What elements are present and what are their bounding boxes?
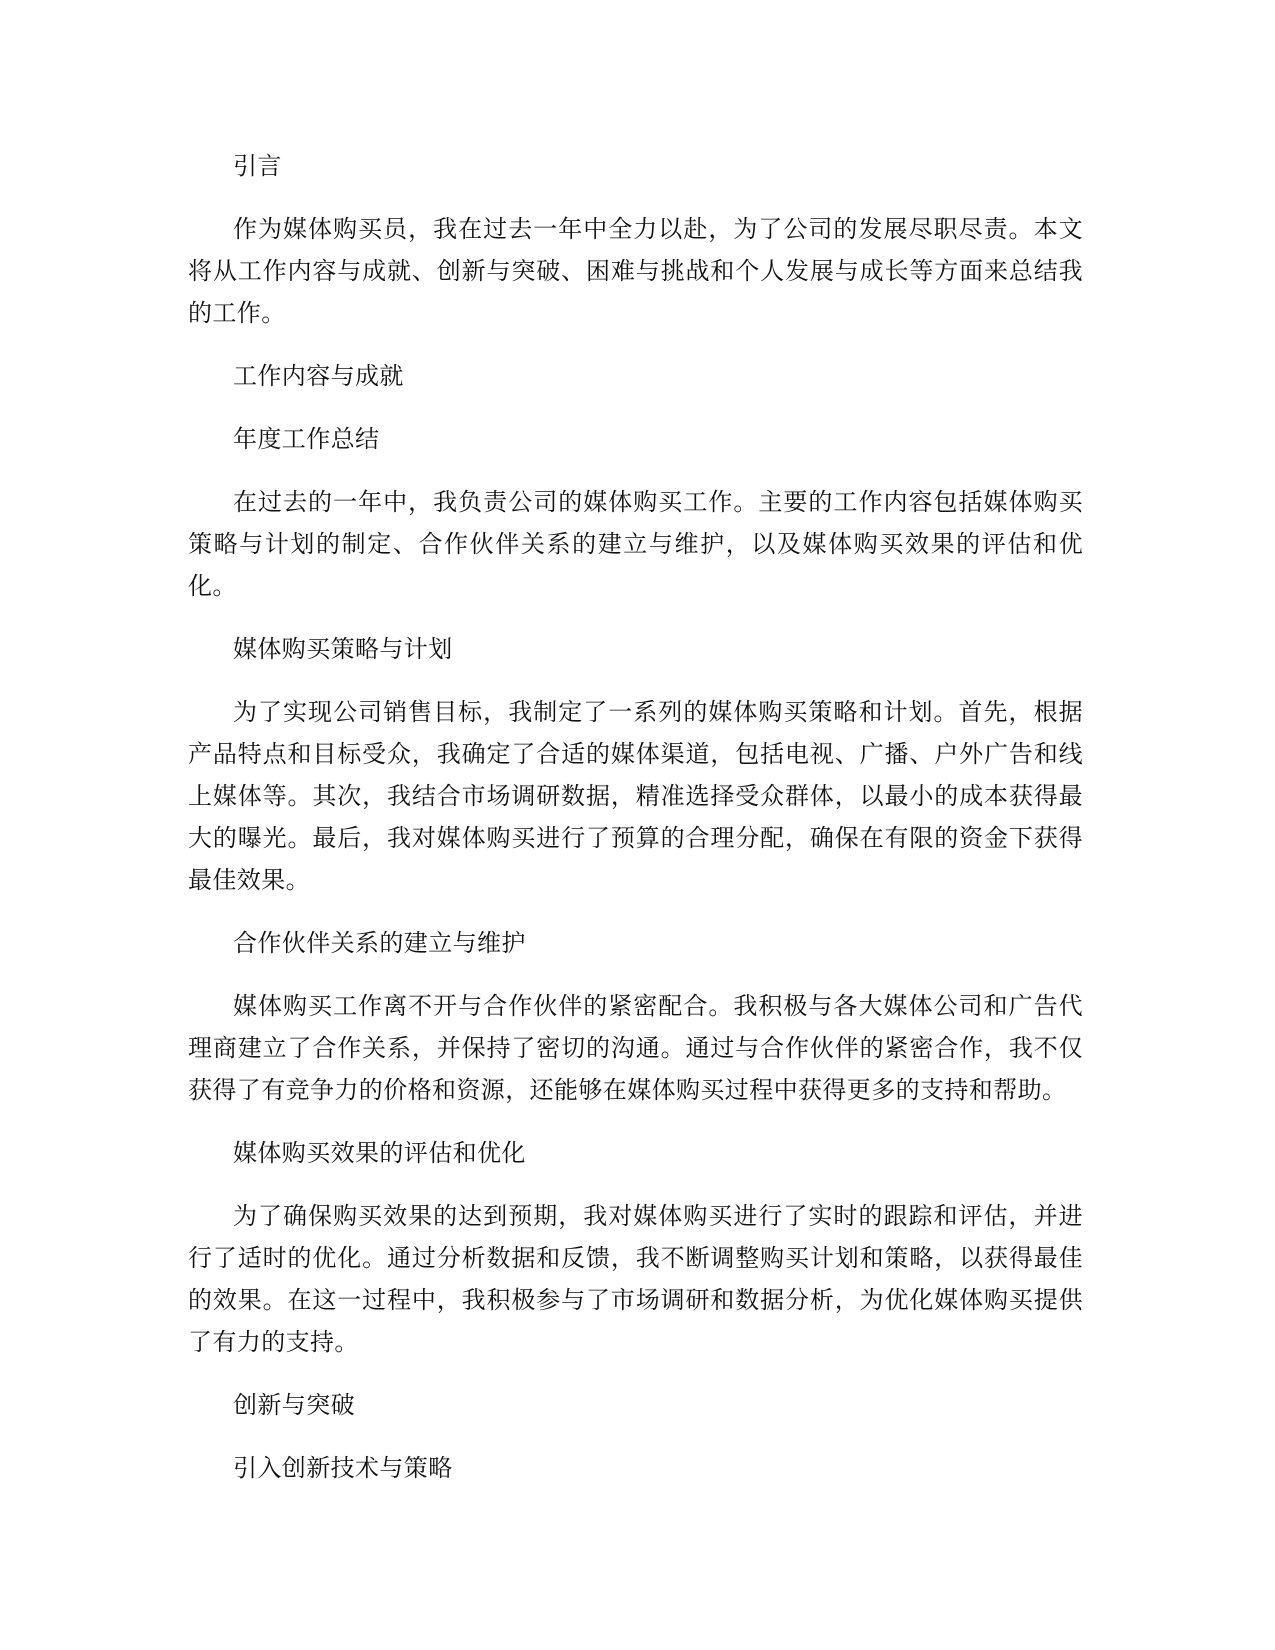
subsection-heading: 媒体购买策略与计划	[233, 635, 453, 663]
section-heading: 工作内容与成就	[233, 362, 404, 390]
section-heading: 引言	[233, 152, 282, 180]
subsection-heading: 引入创新技术与策略	[233, 1454, 453, 1482]
subsection-heading: 年度工作总结	[233, 425, 380, 453]
subsection-heading: 媒体购买效果的评估和优化	[233, 1139, 526, 1167]
body-paragraph: 在过去的一年中，我负责公司的媒体购买工作。主要的工作内容包括媒体购买策略与计划的制定、合作伙伴关系的建立与维护，以及媒体购买效果的评估和优化。	[188, 488, 1083, 600]
subsection-heading: 合作伙伴关系的建立与维护	[233, 929, 526, 957]
body-paragraph: 作为媒体购买员，我在过去一年中全力以赴，为了公司的发展尽职尽责。本文将从工作内容与成就、创新与突破、困难与挑战和个人发展与成长等方面来总结我的工作。	[188, 215, 1083, 327]
body-paragraph: 为了实现公司销售目标，我制定了一系列的媒体购买策略和计划。首先，根据产品特点和目标受众，我确定了合适的媒体渠道，包括电视、广播、户外广告和线上媒体等。其次，我结合市场调研数据，精准选择受众群体，以最小的成本获得最大的曝光。最后，我对媒体购买进行了预算的合理分配，确保在有限的资金下获得最佳效果。	[188, 698, 1083, 894]
body-paragraph: 为了确保购买效果的达到预期，我对媒体购买进行了实时的跟踪和评估，并进行了适时的优化。通过分析数据和反馈，我不断调整购买计划和策略，以获得最佳的效果。在这一过程中，我积极参与了市场调研和数据分析，为优化媒体购买提供了有力的支持。	[188, 1202, 1083, 1356]
section-heading: 创新与突破	[233, 1391, 355, 1419]
body-paragraph: 媒体购买工作离不开与合作伙伴的紧密配合。我积极与各大媒体公司和广告代理商建立了合作关系，并保持了密切的沟通。通过与合作伙伴的紧密合作，我不仅获得了有竞争力的价格和资源，还能够在媒体购买过程中获得更多的支持和帮助。	[188, 992, 1083, 1104]
